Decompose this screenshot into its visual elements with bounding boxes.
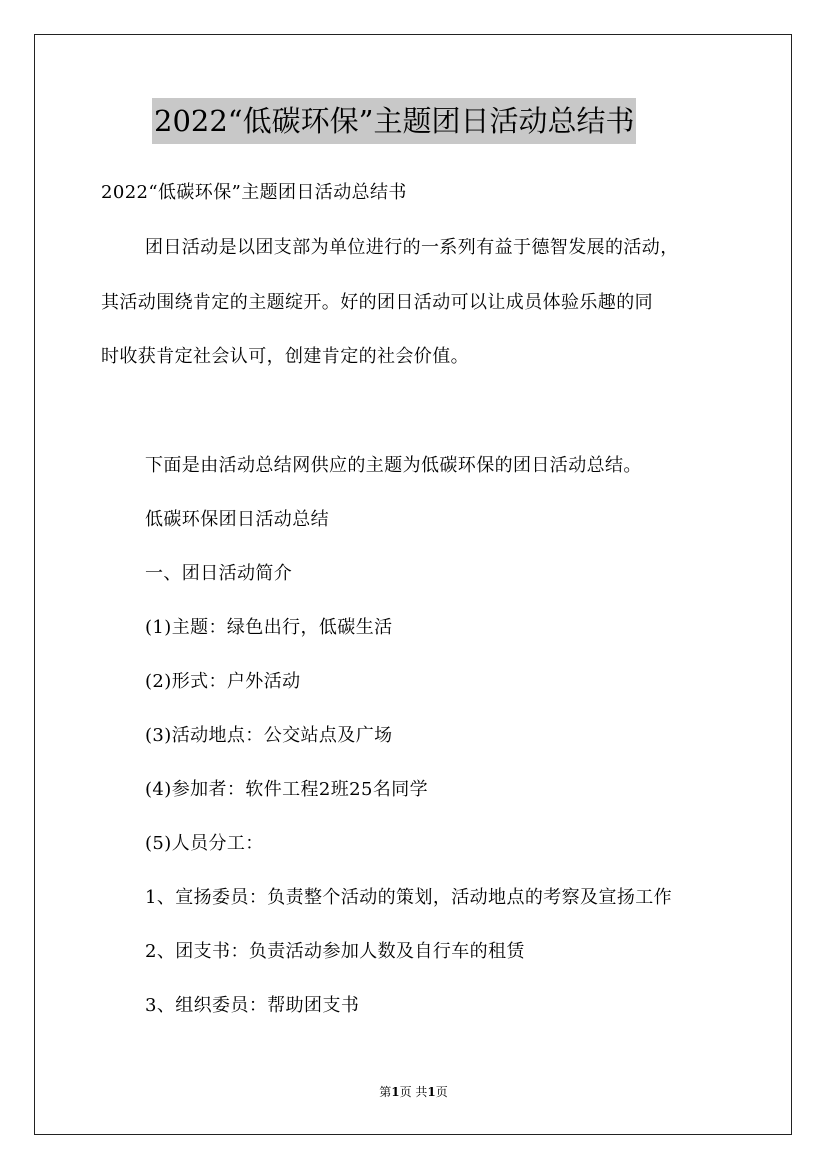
list-item: (1)主题：绿色出行，低碳生活 [145,617,393,638]
role-item: 3、组织委员：帮助团支书 [145,995,360,1016]
intro-line: 下面是由活动总结网供应的主题为低碳环保的团日活动总结。 [145,455,642,476]
page-number-footer [0,1084,827,1100]
paragraph-line-2: 其活动围绕肯定的主题绽开。好的团日活动可以让成员体验乐趣的同 [101,292,653,313]
list-item: (4)参加者：软件工程2班25名同学 [145,779,429,800]
page-current: 1 [391,1085,400,1099]
page-prefix: 第 [379,1085,392,1099]
paragraph-line-3: 时收获肯定社会认可，创建肯定的社会价值。 [101,346,469,367]
summary-title: 低碳环保团日活动总结 [145,509,329,530]
section-heading: 一、团日活动简介 [145,563,293,584]
list-item: (3)活动地点：公交站点及广场 [145,725,393,746]
list-item: (5)人员分工： [145,833,264,854]
page-total: 1 [427,1085,436,1099]
page-mid: 页 共 [399,1085,428,1099]
role-item: 1、宣扬委员：负责整个活动的策划，活动地点的考察及宣扬工作 [145,887,673,908]
paragraph-line-1: 团日活动是以团支部为单位进行的一系列有益于德智发展的活动， [145,237,679,258]
list-item: (2)形式：户外活动 [145,671,301,692]
document-subtitle: 2022“低碳环保”主题团日活动总结书 [101,182,407,203]
page-suffix: 页 [435,1085,448,1099]
document-title: 2022“低碳环保”主题团日活动总结书 [152,98,636,144]
role-item: 2、团支书：负责活动参加人数及自行车的租赁 [145,941,525,962]
